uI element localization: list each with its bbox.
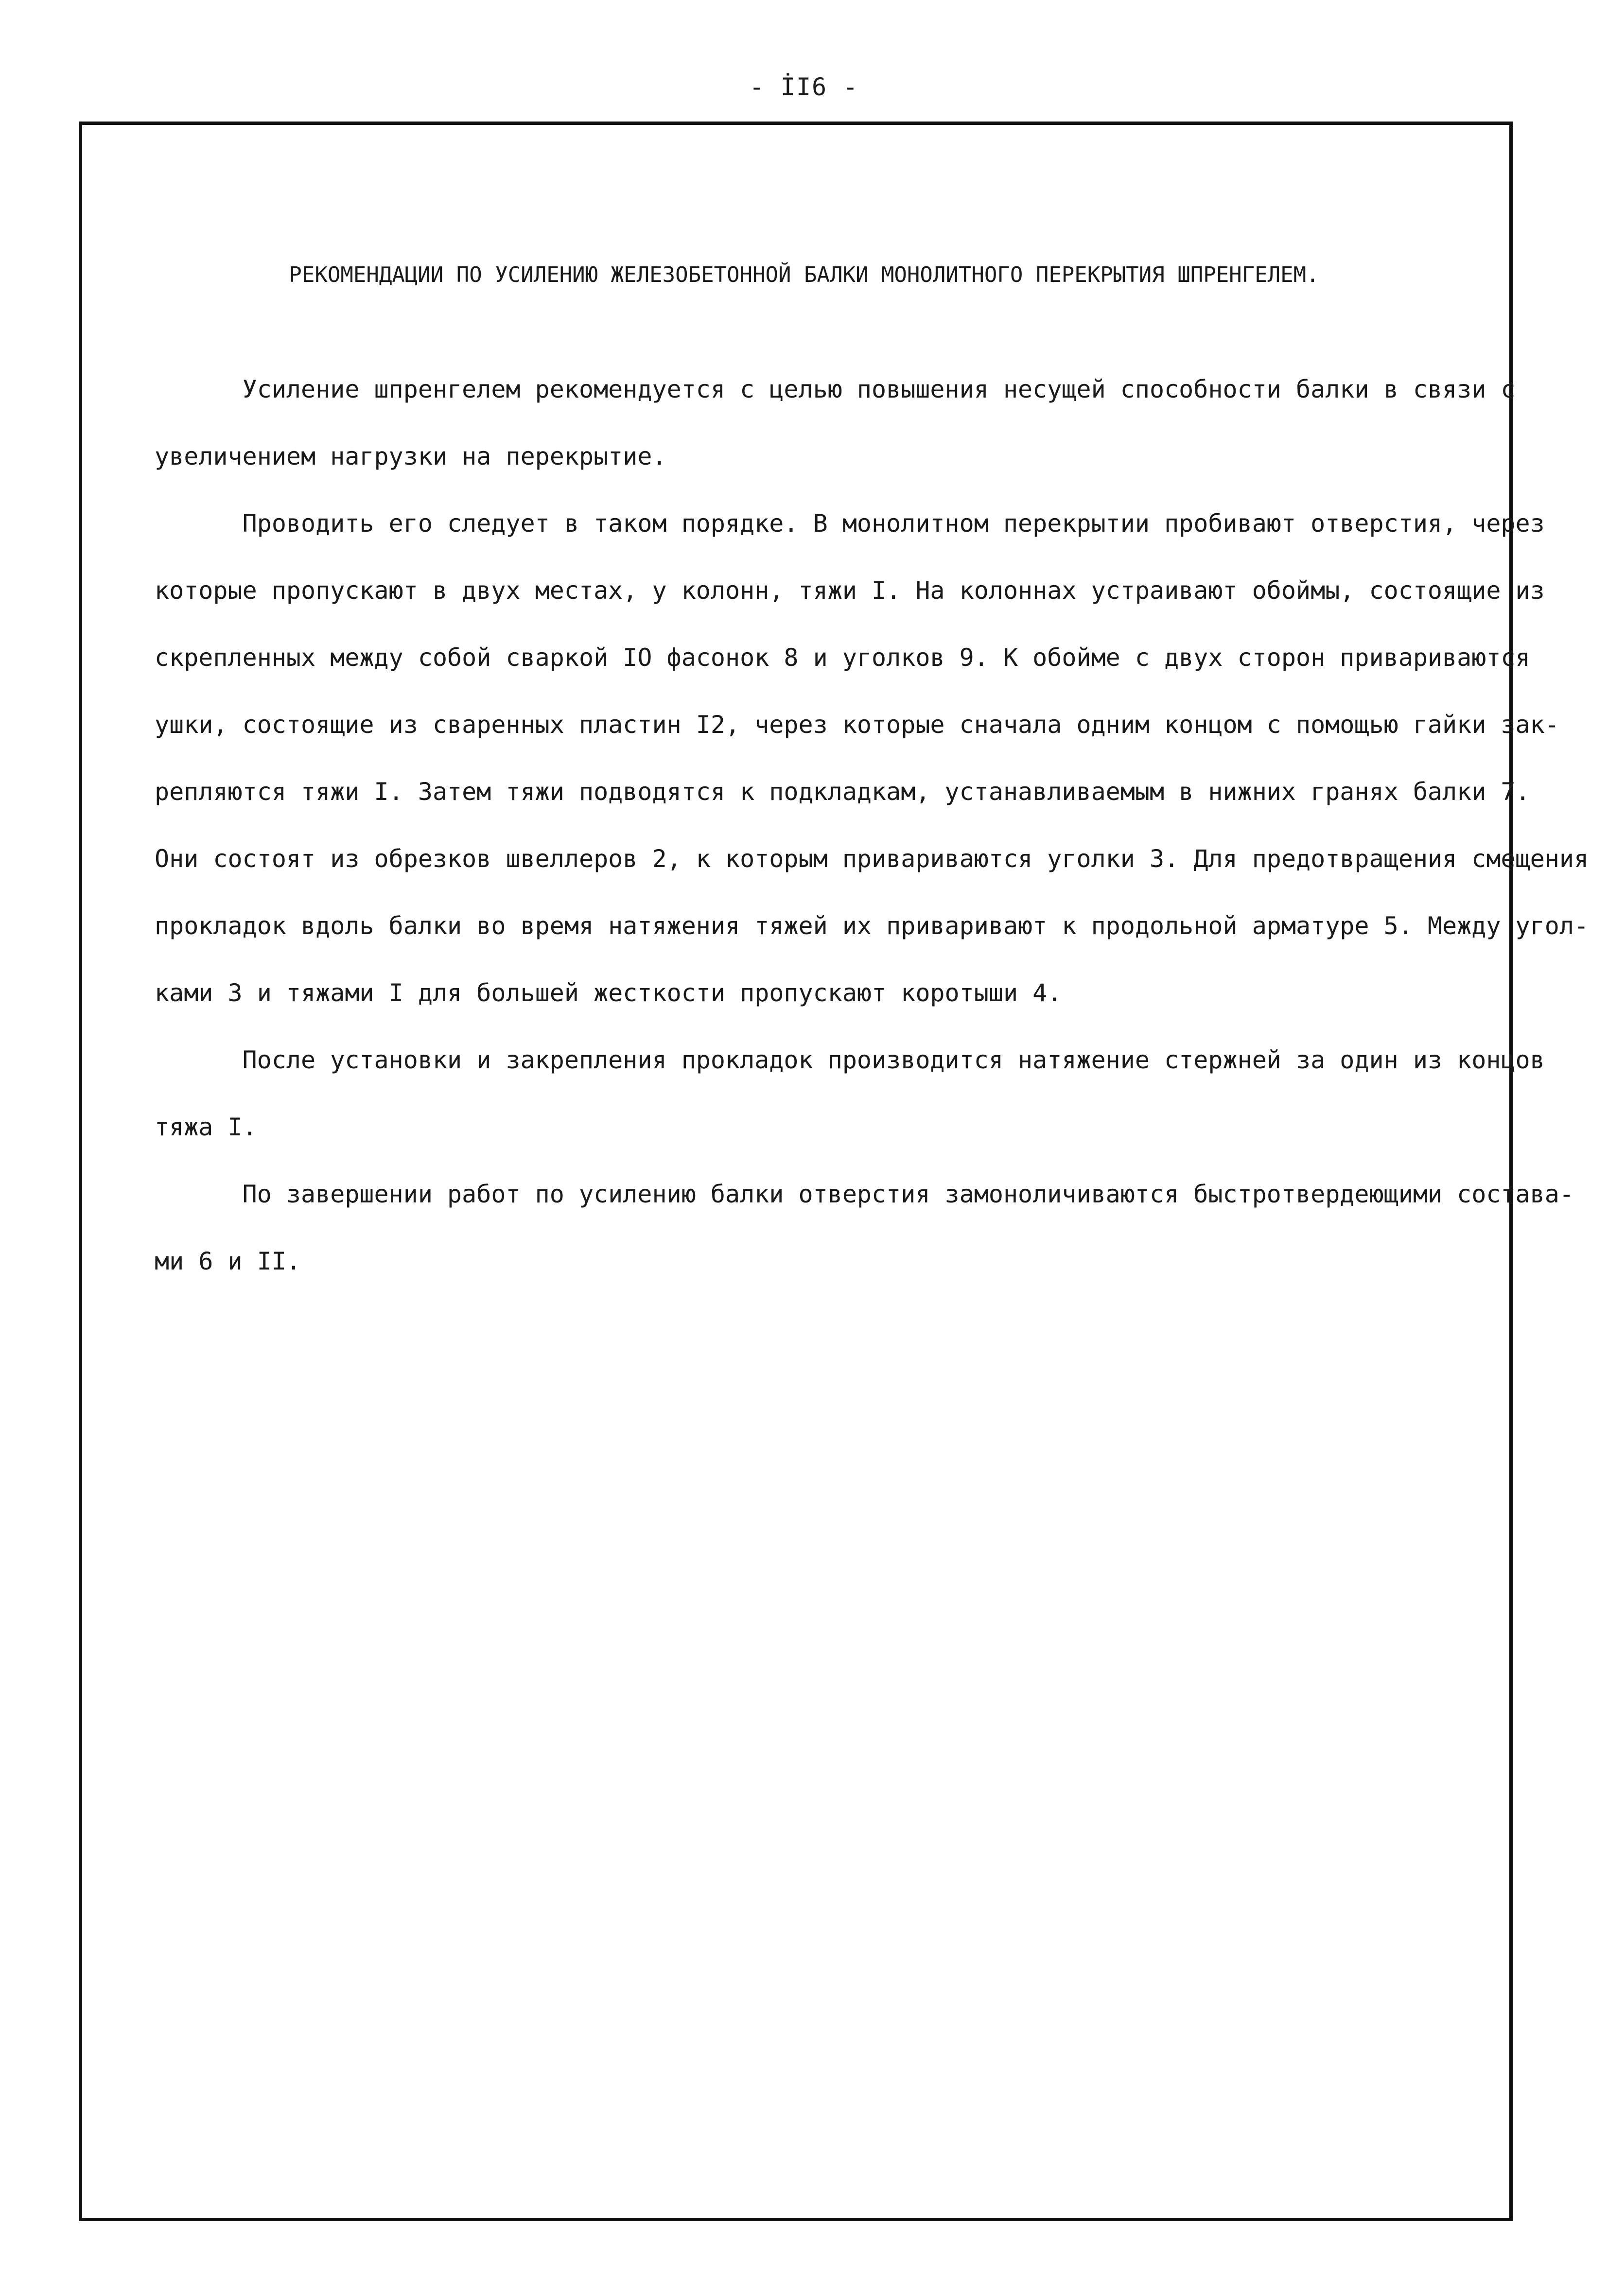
text-line: Они состоят из обрезков швеллеров 2, к которым привариваются уголки 3. Для предотвращения смещения <box>155 845 1589 873</box>
text-line: ми 6 и II. <box>155 1247 301 1275</box>
text-line: Проводить его следует в таком порядке. В монолитном перекрытии пробивают отверстия, через <box>155 509 1545 538</box>
text-line: По завершении работ по усилению балки отверстия замоноличиваются быстротвердеющими состава- <box>155 1180 1574 1208</box>
page-number: - İI6 - <box>749 73 859 101</box>
text-line: тяжа I. <box>155 1113 257 1141</box>
text-line: увеличением нагрузки на перекрытие. <box>155 442 667 470</box>
text-line: ками 3 и тяжами I для большей жесткости пропускают коротыши 4. <box>155 979 1062 1007</box>
text-line: Усиление шпренгелем рекомендуется с целью повышения несущей способности балки в связи с <box>155 375 1516 403</box>
text-line: скрепленных между собой сваркой IO фасонок 8 и уголков 9. К обойме с двух сторон привариваются <box>155 644 1530 672</box>
text-line: репляются тяжи I. Затем тяжи подводятся к подкладкам, устанавливаемым в нижних гранях балки 7. <box>155 778 1530 806</box>
text-line: ушки, состоящие из сваренных пластин I2, через которые сначала одним концом с помощью гайки зак- <box>155 711 1559 739</box>
text-line: прокладок вдоль балки во время натяжения тяжей их приваривают к продольной арматуре 5. Между угол- <box>155 912 1589 940</box>
text-line: После установки и закрепления прокладок производится натяжение стержней за один из концов <box>155 1046 1545 1074</box>
document-title: РЕКОМЕНДАЦИИ ПО УСИЛЕНИЮ ЖЕЛЕЗОБЕТОННОЙ БАЛКИ МОНОЛИТНОГО ПЕРЕКРЫТИЯ ШПРЕНГЕЛЕМ. <box>289 262 1319 287</box>
text-line: которые пропускают в двух местах, у колонн, тяжи I. На колоннах устраивают обоймы, состоящие из <box>155 576 1545 605</box>
